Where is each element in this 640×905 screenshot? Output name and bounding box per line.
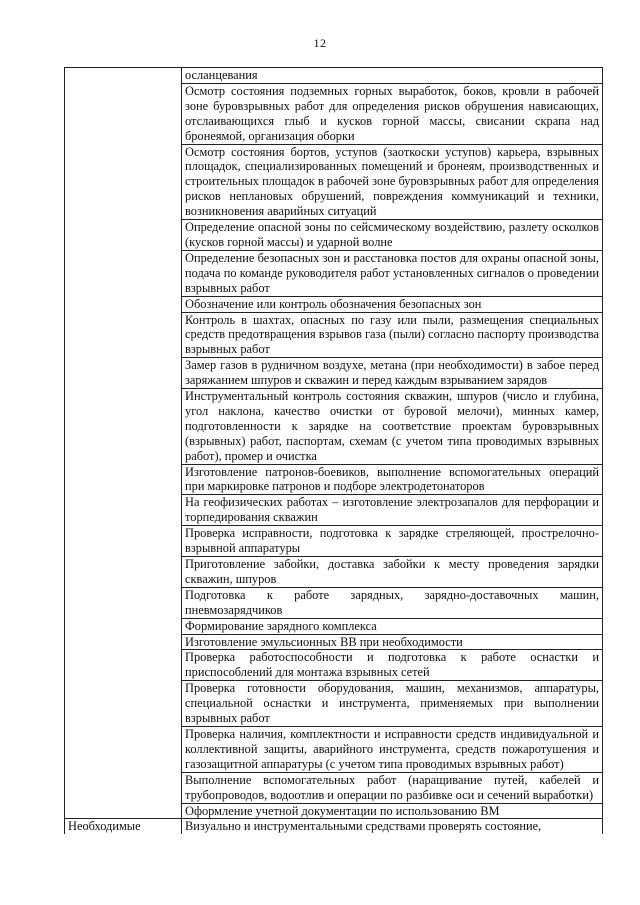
- cell-text: Проверка готовности оборудования, машин, механизмов, аппаратуры, специальной оснастки и инструмента, применяемых при выполнении взрывных работ: [185, 681, 599, 726]
- row-label-cell: [65, 819, 182, 834]
- table-cell: [182, 803, 603, 819]
- cell-text: Инструментальный контроль состояния скважин, шпуров (число и глубина, угол наклона, качество очистки от буровой мелочи), минных камер, подготовленности к зарядке на соответствие проектам буровзрывных (взрывных) работ, паспортам, схемам (с учетом типа проводимых взрывных работ), промер и очистка: [185, 389, 599, 463]
- cell-text: осланцевания: [185, 68, 258, 82]
- table-cell: [182, 358, 603, 389]
- cell-text: Выполнение вспомогательных работ (наращивание путей, кабелей и трубопроводов, водоотлив и операции по разбивке оси и сечений выработки): [185, 772, 599, 802]
- page-number: 12: [313, 36, 327, 50]
- cell-text: Контроль в шахтах, опасных по газу или пыли, размещения специальных средств предотвращения взрывов газа (пыли) согласно паспорту производства взрывных работ: [185, 312, 599, 357]
- cell-text: Формирование зарядного комплекса: [185, 618, 377, 633]
- cell-text: Проверка наличия, комплектности и исправности средств индивидуальной и коллективной защиты, аварийного инструмента, средств пожаротушения и газозащитной аппаратуры (с учетом типа проводимых взрывных работ): [185, 726, 599, 771]
- cell-text: На геофизических работах – изготовление электрозапалов для перфорации и торпедирования скважин: [185, 495, 599, 525]
- table-cell: [182, 296, 603, 312]
- cell-text: Обозначение или контроль обозначения безопасных зон: [185, 296, 482, 311]
- table-cell: [182, 618, 603, 634]
- table-cell: [182, 495, 603, 526]
- table-row: [65, 68, 603, 84]
- competency-table: [64, 67, 603, 834]
- cell-text: Приготовление забойки, доставка забойки к месту проведения зарядки скважин, шпуров: [185, 557, 599, 586]
- row-label: Необходимые: [68, 819, 141, 834]
- table-cell: [182, 220, 603, 251]
- cell-text: Проверка работоспособности и подготовка к работе оснастки и приспособлений для монтажа взрывных сетей: [185, 650, 599, 680]
- table-cell: [182, 650, 603, 681]
- cell-text: Подготовка к работе зарядных, зарядно-доставочных машин, пневмозарядчиков: [185, 587, 599, 617]
- table-cell: [182, 68, 603, 84]
- cell-text: Изготовление эмульсионных ВВ при необходимости: [185, 634, 463, 649]
- table-cell: [182, 312, 603, 358]
- cell-text: Определение безопасных зон и расстановка постов для охраны опасной зоны, подача по команде руководителя работ установленных сигналов о проведении взрывных работ: [185, 250, 599, 295]
- table-cell: [182, 250, 603, 296]
- cell-text: Изготовление патронов-боевиков, выполнение вспомогательных операций при маркировке патронов и подборе электродетонаторов: [185, 464, 599, 494]
- cell-text: Осмотр состояния подземных горных выработок, боков, кровли в рабочей зоне буровзрывных работ для определения рисков обрушения нависающих, отслаивающихся глыб и кусков горной массы, свисании скрапа над бронеямой, организация оборки: [185, 83, 599, 143]
- table-cell: [182, 557, 603, 588]
- table-cell: [182, 726, 603, 772]
- cell-text: Проверка исправности, подготовка к зарядке стреляющей, прострелочно-взрывной аппаратуры: [185, 526, 599, 556]
- cell-text: Осмотр состояния бортов, уступов (заоткоски уступов) карьера, взрывных площадок, специализированных помещений и бронеям, производственных и строительных площадок в рабочей зоне буровзрывных работ для определения рисков неплановых обрушений, повреждения коммуникаций и техники, возникновения аварийных ситуаций: [185, 144, 599, 219]
- cell-text: Определение опасной зоны по сейсмическому воздействию, разлету осколков (кусков горной массы) и ударной волне: [185, 220, 599, 249]
- table-cell: [182, 819, 603, 834]
- table-cell: [182, 634, 603, 650]
- table-row: [65, 819, 603, 834]
- table-cell: [182, 83, 603, 144]
- cell-text: Оформление учетной документации по использованию ВМ: [185, 803, 500, 818]
- table-cell: [182, 587, 603, 618]
- cell-text: Визуально и инструментальными средствами проверять состояние,: [185, 819, 542, 834]
- cell-text: Замер газов в рудничном воздухе, метана (при необходимости) в забое перед заряжанием шпуров и скважин и перед каждым взрыванием зарядов: [185, 358, 599, 388]
- table-cell: [182, 526, 603, 557]
- table-cell: [182, 389, 603, 465]
- table-cell: [182, 144, 603, 220]
- table-cell: [182, 464, 603, 495]
- table-cell: [182, 772, 603, 803]
- label-cell: [65, 68, 182, 819]
- table-cell: [182, 681, 603, 727]
